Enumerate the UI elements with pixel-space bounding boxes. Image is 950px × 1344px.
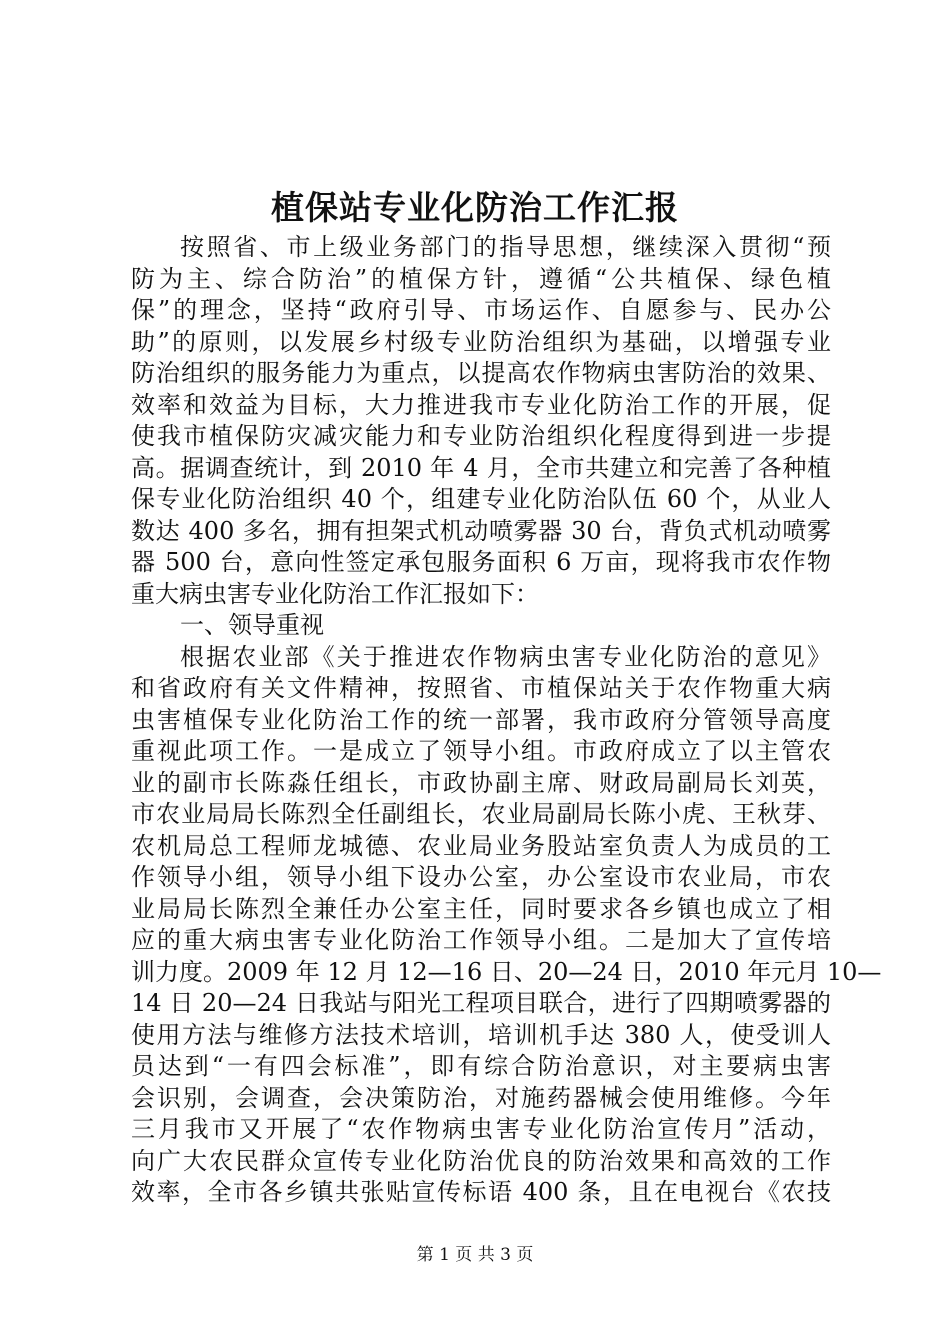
section-heading: 一、领导重视: [180, 611, 324, 639]
paragraph-line: 重视此项工作。一是成立了领导小组。市政府成立了以主管农: [131, 737, 831, 765]
paragraph-line: 助”的原则，以发展乡村级专业防治组织为基础，以增强专业: [131, 327, 831, 356]
page-footer: 第 1 页 共 3 页: [416, 1245, 534, 1265]
paragraph-line: 效率，全市各乡镇共张贴宣传标语 400 条，且在电视台《农技: [131, 1178, 831, 1206]
paragraph-line: 员达到“一有四会标准”，即有综合防治意识，对主要病虫害: [131, 1052, 831, 1080]
paragraph-line: 根据农业部《关于推进农作物病虫害专业化防治的意见》: [180, 642, 831, 671]
paragraph-line: 使用方法与维修方法技术培训，培训机手达 380 人，使受训人: [131, 1020, 831, 1049]
paragraph-line: 防为主、综合防治”的植保方针，遵循“公共植保、绿色植: [131, 264, 831, 293]
paragraph-line: 效率和效益为目标，大力推进我市专业化防治工作的开展，促: [131, 390, 831, 419]
paragraph-line: 重大病虫害专业化防治工作汇报如下：: [131, 579, 539, 608]
paragraph-line: 会识别，会调查，会决策防治，对施药器械会使用维修。今年: [131, 1083, 831, 1112]
paragraph-line: 防治组织的服务能力为重点，以提高农作物病虫害防治的效果、: [131, 359, 831, 387]
document-title: 植保站专业化防治工作汇报: [271, 188, 679, 227]
paragraph-line: 业局局长陈烈全兼任办公室主任，同时要求各乡镇也成立了相: [131, 894, 831, 923]
paragraph-line: 保”的理念，坚持“政府引导、市场运作、自愿参与、民办公: [131, 296, 831, 324]
paragraph-line: 作领导小组，领导小组下设办公室，办公室设市农业局，市农: [131, 863, 831, 891]
paragraph-line: 14 日 20—24 日我站与阳光工程项目联合，进行了四期喷雾器的: [131, 989, 831, 1017]
paragraph-line: 数达 400 多名，拥有担架式机动喷雾器 30 台，背负式机动喷雾: [131, 516, 831, 545]
paragraph-line: 和省政府有关文件精神，按照省、市植保站关于农作物重大病: [131, 674, 831, 702]
paragraph-line: 市农业局局长陈烈全任副组长，农业局副局长陈小虎、王秋芽、: [131, 800, 831, 828]
paragraph-line: 高。据调查统计，到 2010 年 4 月，全市共建立和完善了各种植: [131, 453, 831, 482]
paragraph-line: 保专业化防治组织 40 个，组建专业化防治队伍 60 个，从业人: [131, 485, 831, 513]
paragraph-line: 按照省、市上级业务部门的指导思想，继续深入贯彻“预: [180, 233, 831, 261]
paragraph-line: 农机局总工程师龙城德、农业局业务股站室负责人为成员的工: [131, 831, 831, 860]
paragraph-line: 向广大农民群众宣传专业化防治优良的防治效果和高效的工作: [131, 1146, 831, 1175]
paragraph-line: 业的副市长陈淼任组长，市政协副主席、财政局副局长刘英，: [131, 768, 831, 797]
paragraph-line: 使我市植保防灾减灾能力和专业防治组织化程度得到进一步提: [131, 422, 831, 450]
paragraph-line: 应的重大病虫害专业化防治工作领导小组。二是加大了宣传培: [131, 926, 831, 954]
document-body: [131, 232, 882, 1209]
paragraph-line: 虫害植保专业化防治工作的统一部署，我市政府分管领导高度: [131, 705, 831, 734]
paragraph-line: 器 500 台，意向性签定承包服务面积 6 万亩，现将我市农作物: [131, 548, 831, 576]
paragraph-line: 三月我市又开展了“农作物病虫害专业化防治宣传月”活动，: [131, 1115, 831, 1143]
paragraph-line: 训力度。2009 年 12 月 12—16 日、20—24 日，2010 年元月 10—: [131, 957, 882, 986]
